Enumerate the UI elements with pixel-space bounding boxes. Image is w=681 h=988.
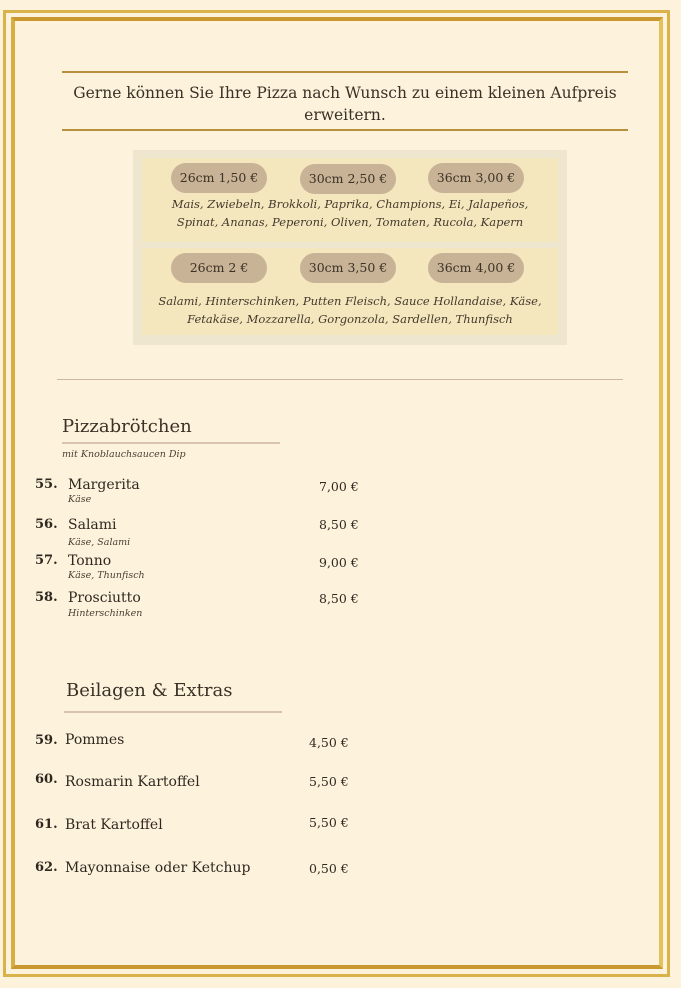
item-price: 0,50 € (309, 861, 349, 876)
price-pill-30cm-veg: 30cm 2,50 € (300, 164, 396, 194)
section-title-pizzabroetchen: Pizzabrötchen (62, 416, 192, 437)
item-name: Salami (68, 517, 117, 533)
section-title-beilagen: Beilagen & Extras (66, 680, 233, 701)
item-number: 60. (35, 772, 58, 787)
ingredients-vegetables: Mais, Zwiebeln, Brokkoli, Paprika, Champions, Ei, Jalapeños, Spinat, Ananas, Peperoni, Oliven, Tomaten, Rucola, Kapern (171, 197, 529, 229)
price-pill-30cm-meat: 30cm 3,50 € (300, 253, 396, 283)
intro-top-rule (62, 71, 628, 73)
item-number: 58. (35, 590, 58, 605)
item-name: Rosmarin Kartoffel (65, 774, 200, 790)
ingredients-meat-cheese: Salami, Hinterschinken, Putten Fleisch, Sauce Hollandaise, Käse, Fetakäse, Mozzarella, Gorgonzola, Sardellen, Thunfisch (158, 294, 542, 326)
section-rule-pizzabroetchen (62, 442, 280, 444)
item-price: 4,50 € (309, 735, 349, 750)
item-number: 62. (35, 860, 58, 875)
item-number: 57. (35, 553, 58, 568)
item-number: 61. (35, 817, 58, 832)
item-price: 9,00 € (319, 555, 359, 570)
intro-bottom-rule (62, 129, 628, 131)
item-number: 59. (35, 733, 58, 748)
price-pill-36cm-veg: 36cm 3,00 € (428, 163, 524, 193)
item-name: Pommes (65, 732, 125, 748)
item-description: Käse, Salami (68, 537, 131, 548)
section-subtitle-pizzabroetchen: mit Knoblauchsaucen Dip (62, 449, 186, 460)
intro-text: Gerne können Sie Ihre Pizza nach Wunsch zu einem kleinen Aufpreis erweitern. (73, 84, 617, 124)
item-description: Käse, Thunfisch (68, 570, 145, 581)
item-name: Prosciutto (68, 590, 141, 606)
section-rule-beilagen (64, 711, 282, 713)
price-pill-36cm-meat: 36cm 4,00 € (428, 253, 524, 283)
section-divider (57, 379, 623, 380)
item-price: 8,50 € (319, 517, 359, 532)
item-name: Brat Kartoffel (65, 817, 163, 833)
item-name: Tonno (68, 553, 112, 569)
item-price: 5,50 € (309, 815, 349, 830)
item-price: 5,50 € (309, 774, 349, 789)
item-name: Margerita (68, 477, 140, 493)
item-description: Hinterschinken (68, 608, 143, 619)
item-price: 8,50 € (319, 591, 359, 606)
item-number: 56. (35, 517, 58, 532)
item-price: 7,00 € (319, 479, 359, 494)
price-pill-26cm-veg: 26cm 1,50 € (171, 163, 267, 193)
item-name: Mayonnaise oder Ketchup (65, 860, 251, 876)
price-pill-26cm-meat: 26cm 2 € (171, 253, 267, 283)
item-number: 55. (35, 477, 58, 492)
item-description: Käse (68, 494, 92, 505)
